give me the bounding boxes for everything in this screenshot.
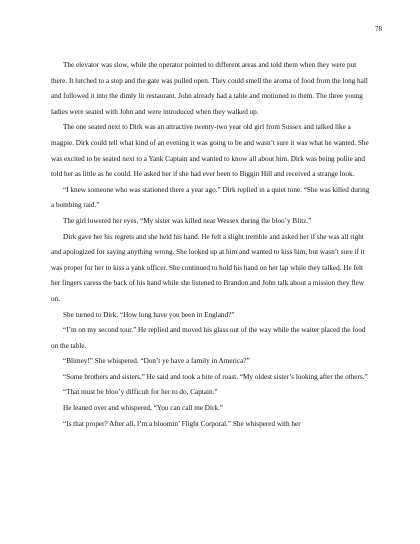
paragraph: Dirk gave her his regrets and she held his hand. He felt a slight tremble and asked her if she was all right and apologized for saying anything wrong. She looked up at him and wanted to kiss him, but wasn’t sure if it was proper for her to kiss a yank officer. She continued to hold his hand on her lap while they talked. He felt her fingers caress the back of his hand while she listened to Brandon and John talk about a mission they flew on.	[51, 232, 365, 303]
page-number: 78	[375, 25, 382, 33]
paragraph: “I knew someone who was stationed there a year ago.” Dirk replied in a quiet tone. “She was killed during a bombing raid.”	[51, 185, 370, 210]
paragraph: “Blimey!” She whispered. “Don’t ye have a family in America?”	[63, 357, 250, 366]
body-text	[51, 58, 371, 432]
paragraph: She turned to Dirk, “How long have you been in England?”	[63, 310, 235, 319]
paragraph: The one seated next to Dirk was an attractive twenty-two year old girl from Sussex and talked like a magpie. Dirk could tell what kind of an evening it was going to be and wasn’t sure it was what he wanted. She was excited to be seated next to a Yank Captain and wanted to know all about him. Dirk was being polite and told her as little as he could. He asked her if she had ever been to Biggin Hill and received a strange look.	[51, 123, 369, 179]
paragraph: He leaned over and whispered, “You can call me Dirk.”	[63, 404, 223, 413]
paragraph: “Some brothers and sisters.” He said and took a bite of roast. “My oldest sister’s looking after the others.”	[63, 372, 368, 381]
paragraph: “I’m on my second tour.” He replied and moved his glass out of the way while the waiter placed the food on the table.	[51, 326, 366, 350]
paragraph: The elevator was slow, while the operator pointed to different areas and told them when they were put there. It lurched to a stop and the gate was pulled open. They could smell the aroma of food from the long hall and followed it into the dimly lit restaurant. John already had a table and motioned to them. The three young ladies were seated with John and were introduced when they walked up.	[51, 61, 368, 116]
paragraph: The girl lowered her eyes, “My sister was killed near Wessex during the bloo’y Blitz.”	[63, 216, 312, 225]
paragraph: “That must be bloo’y difficult for her to do, Captain.”	[63, 388, 218, 397]
paragraph: “Is that proper? After all, I’m a bloomin’ Flight Corporal.” She whispered with her	[63, 419, 301, 428]
